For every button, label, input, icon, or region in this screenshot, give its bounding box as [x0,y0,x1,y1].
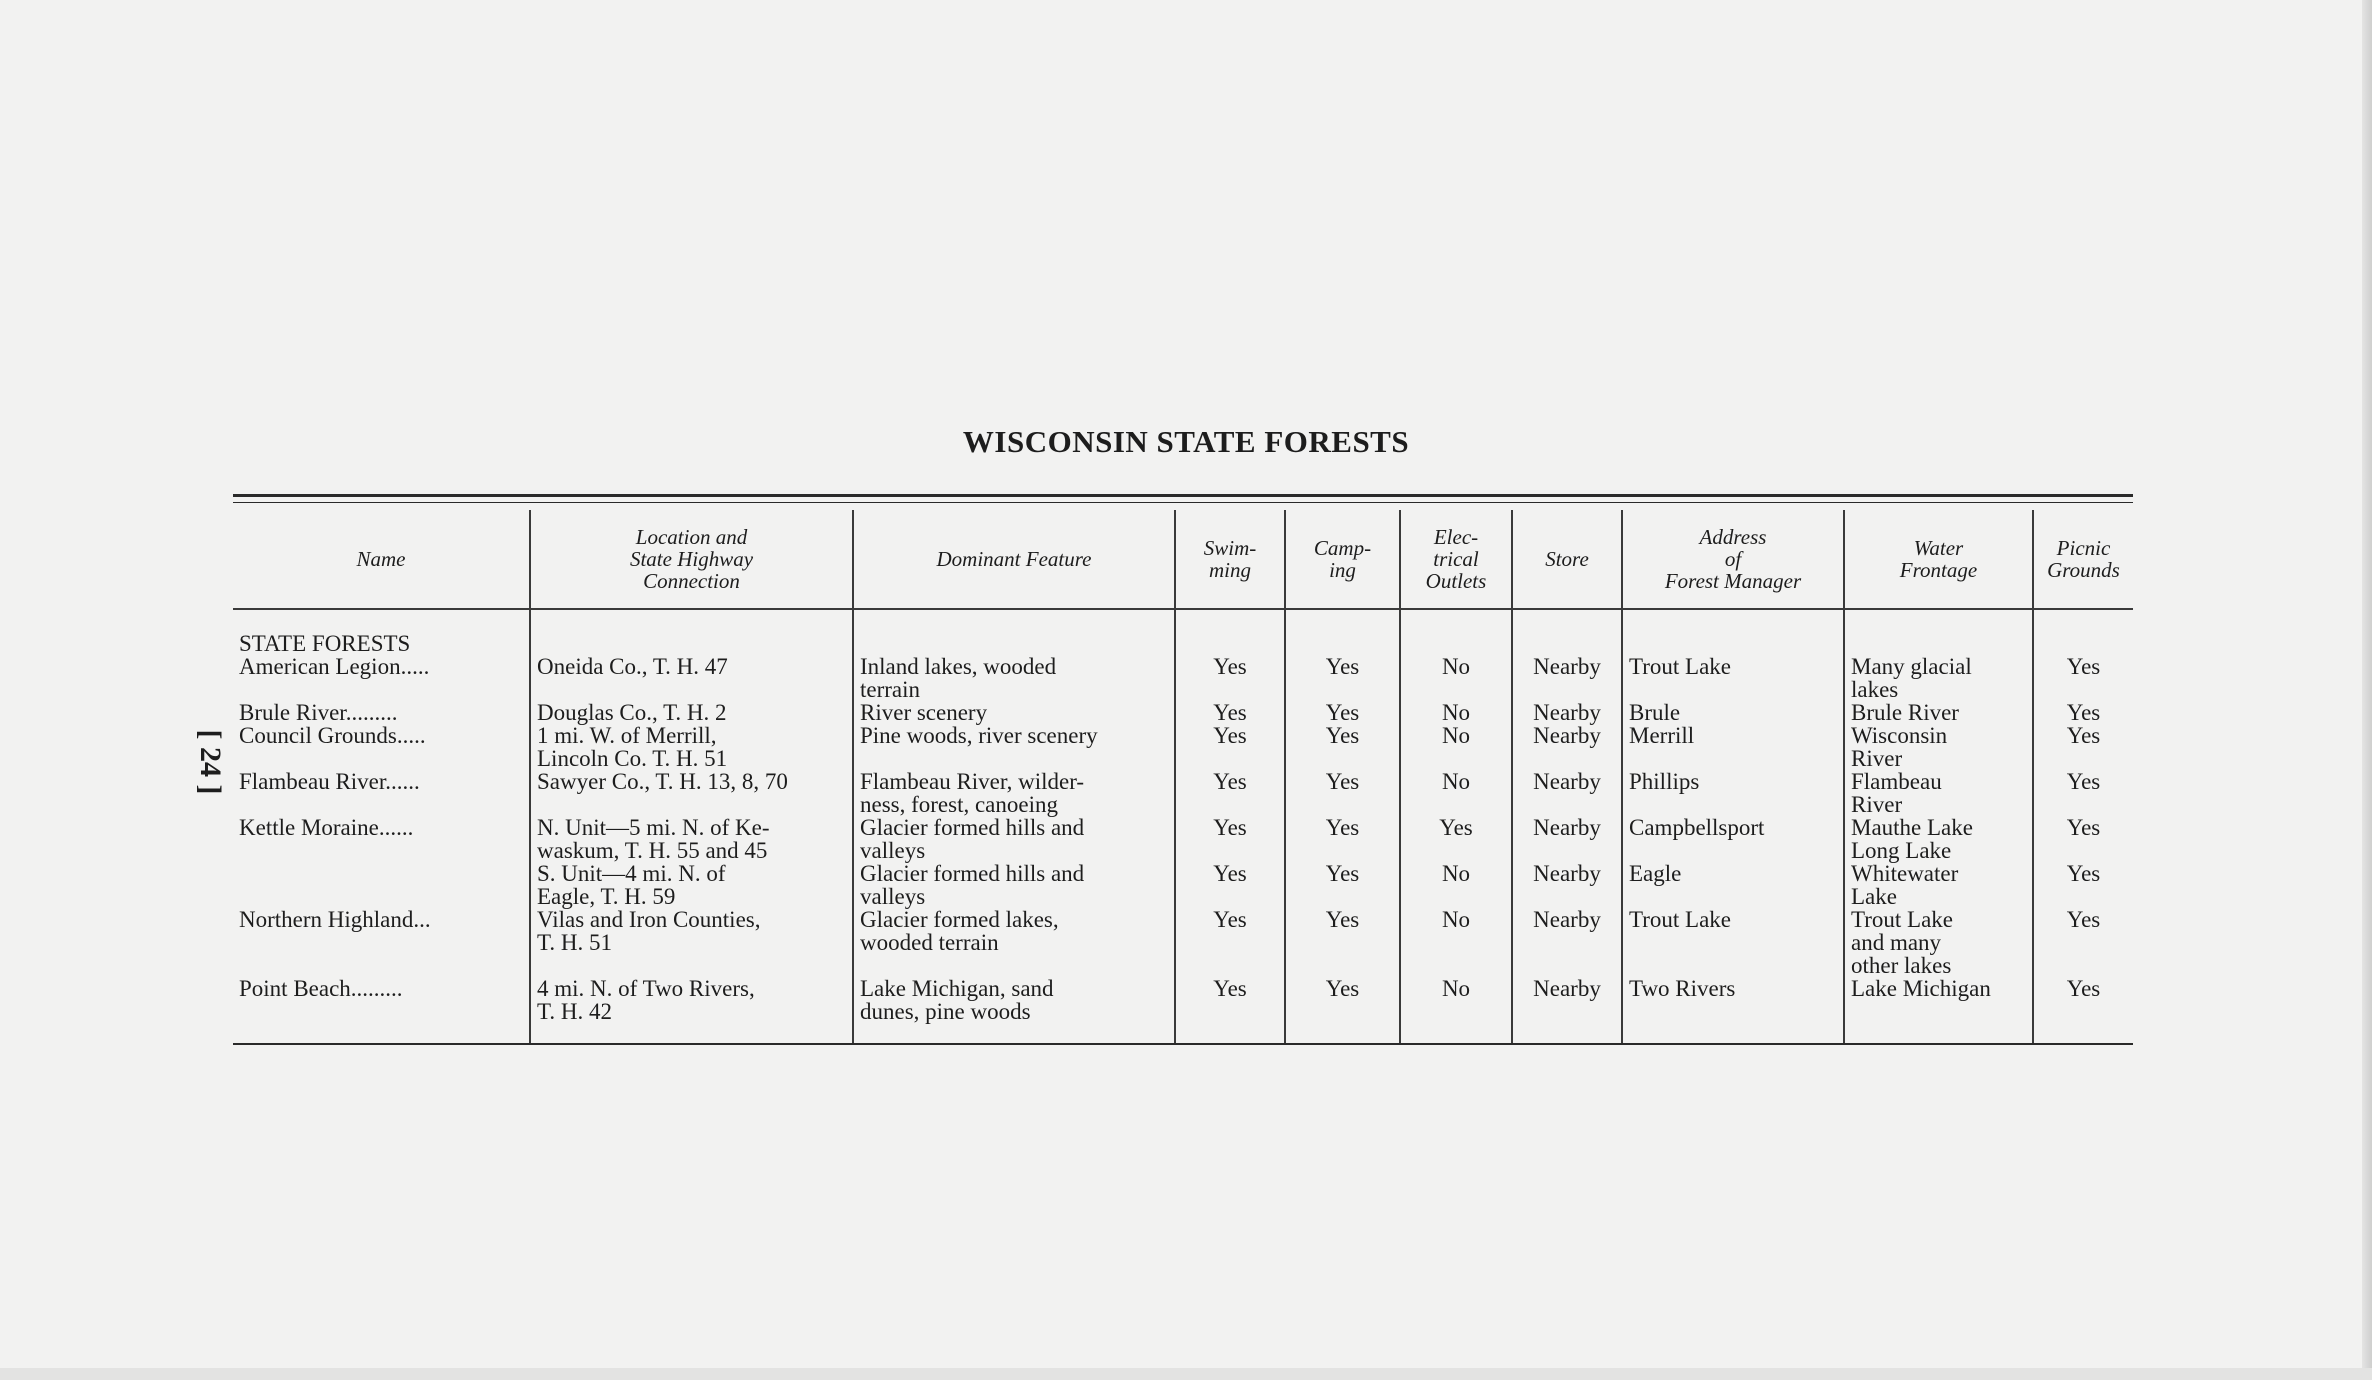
cell-electrical [1400,908,1512,977]
cell-text: Nearby [1533,907,1601,932]
cell-line: valleys [860,884,926,909]
section-empty-cell [853,632,1175,655]
spacer-cell [1400,609,1512,632]
spacer-cell [1175,609,1285,632]
cell-line: ness, forest, canoeing [860,792,1058,817]
cell-electrical [1400,977,1512,1044]
cell-location [530,701,853,724]
cell-line: Wisconsin [1851,723,1948,748]
cell-line: and many [1851,930,1942,955]
cell-line: dunes, pine woods [860,999,1031,1024]
column-header-line: Water [1913,536,1964,560]
cell-manager [1622,655,1844,701]
cell-text: Yes [1439,815,1473,840]
cell-text: Two Rivers [1629,976,1736,1001]
cell-text: Kettle Moraine [239,816,379,840]
column-header-manager [1622,510,1844,609]
cell-store [1512,770,1622,816]
column-header-water [1844,510,2033,609]
column-header-line: Camp- [1313,536,1372,560]
cell-store [1512,701,1622,724]
cell-line: lakes [1851,677,1899,702]
column-header-location [530,510,853,609]
cell-picnic [2033,908,2133,977]
top-rule-thin [233,502,2133,503]
cell-name [233,908,530,977]
cell-picnic [2033,862,2133,908]
leader-dots: ..... [400,655,430,679]
cell-text: Nearby [1533,976,1601,1001]
section-empty-cell [1844,632,2033,655]
cell-store [1512,724,1622,770]
cell-line: Vilas and Iron Counties, [537,907,761,932]
cell-line: River scenery [860,700,988,725]
cell-feature [853,862,1175,908]
cell-electrical [1400,701,1512,724]
column-header-line: Name [356,547,406,571]
cell-electrical [1400,655,1512,701]
cell-line: Inland lakes, wooded [860,654,1057,679]
spacer-cell [1622,609,1844,632]
cell-text: Yes [2066,700,2101,725]
cell-text: Brule River [239,701,346,724]
cell-line: Brule River [1851,700,1959,725]
table-row [233,655,2133,701]
cell-name [233,770,530,816]
cell-electrical [1400,862,1512,908]
table-row [233,862,2133,908]
cell-manager [1622,724,1844,770]
cell-text: Yes [1325,976,1360,1001]
cell-electrical [1400,724,1512,770]
cell-text: Nearby [1533,769,1601,794]
column-header-line: Swim- [1203,536,1257,560]
table-row [233,816,2133,862]
cell-text: Yes [1325,907,1360,932]
column-header-picnic [2033,510,2133,609]
section-empty-cell [1622,632,1844,655]
cell-electrical [1400,770,1512,816]
cell-feature [853,724,1175,770]
table-row [233,977,2133,1044]
cell-text: Council Grounds [239,724,397,748]
cell-line: Glacier formed lakes, [860,907,1059,932]
cell-store [1512,908,1622,977]
cell-text: Yes [2066,769,2101,794]
spacer-row [233,609,2133,632]
cell-text: Yes [1213,723,1247,748]
cell-text: Yes [2066,907,2101,932]
leader-dots: ...... [378,816,414,840]
cell-text: Yes [1213,700,1247,725]
cell-text: American Legion [239,655,401,679]
leader-dots: ... [413,908,431,932]
cell-feature [853,655,1175,701]
cell-line: terrain [860,677,921,702]
cell-text: Yes [2066,815,2101,840]
cell-swimming [1175,655,1285,701]
leader-dots: ......... [345,701,398,724]
cell-text: Yes [1325,654,1360,679]
cell-location [530,655,853,701]
cell-text: Point Beach [239,977,351,1001]
cell-text: Yes [2066,861,2101,886]
cell-line: T. H. 51 [537,930,612,955]
cell-swimming [1175,977,1285,1044]
table-row [233,724,2133,770]
cell-manager [1622,816,1844,862]
table-row [233,701,2133,724]
cell-water [1844,816,2033,862]
cell-text: Yes [2066,976,2101,1001]
cell-name [233,701,530,724]
table-body [233,609,2133,1044]
table-header-row [233,510,2133,609]
cell-name [233,862,530,908]
cell-line: Glacier formed hills and [860,861,1085,886]
cell-electrical [1400,816,1512,862]
cell-location [530,977,853,1044]
column-header-line: of [1724,547,1742,571]
cell-text: Brule [1629,700,1681,725]
cell-camping [1285,724,1400,770]
cell-name [233,655,530,701]
cell-line: S. Unit—4 mi. N. of [537,861,726,886]
section-empty-cell [1175,632,1285,655]
cell-location [530,908,853,977]
cell-line: River [1851,792,1903,817]
cell-line: T. H. 42 [537,999,612,1024]
column-header-electrical [1400,510,1512,609]
cell-manager [1622,862,1844,908]
cell-feature [853,908,1175,977]
cell-camping [1285,908,1400,977]
table-row [233,908,2133,977]
cell-feature [853,816,1175,862]
column-header-name [233,510,530,609]
cell-line: 1 mi. W. of Merrill, [537,723,717,748]
cell-water [1844,724,2033,770]
column-header-line: Forest Manager [1664,569,1802,593]
spacer-cell [2033,609,2133,632]
cell-line: other lakes [1851,953,1952,978]
cell-text: Eagle [1629,861,1682,886]
cell-text: Nearby [1533,815,1601,840]
top-rule [233,494,2133,497]
cell-line: Trout Lake [1851,907,1954,932]
cell-text: Phillips [1629,769,1700,794]
cell-picnic [2033,977,2133,1044]
cell-location [530,724,853,770]
cell-text: No [1441,723,1471,748]
column-header-swimming [1175,510,1285,609]
cell-text: Yes [1213,976,1247,1001]
cell-camping [1285,770,1400,816]
cell-swimming [1175,816,1285,862]
column-header-camping [1285,510,1400,609]
cell-location [530,862,853,908]
cell-swimming [1175,724,1285,770]
column-header-line: State Highway [629,547,754,571]
cell-water [1844,908,2033,977]
cell-line: Lake Michigan [1851,976,1991,1001]
cell-line: Many glacial [1851,654,1972,679]
cell-store [1512,862,1622,908]
cell-manager [1622,701,1844,724]
cell-text: Northern Highland [239,908,414,932]
cell-text: Yes [1213,861,1247,886]
leader-dots: ......... [350,977,403,1001]
cell-store [1512,977,1622,1044]
cell-text: Yes [1325,769,1360,794]
cell-water [1844,701,2033,724]
cell-text: Trout Lake [1629,654,1732,679]
column-header-line: Outlets [1425,569,1487,593]
cell-text: Yes [2066,723,2101,748]
cell-text: Nearby [1533,723,1601,748]
cell-water [1844,770,2033,816]
cell-text: Yes [1213,654,1247,679]
cell-feature [853,701,1175,724]
section-label [233,632,530,655]
cell-line: Lake [1851,884,1897,909]
section-empty-cell [1400,632,1512,655]
cell-text: No [1441,976,1471,1001]
cell-manager [1622,908,1844,977]
section-empty-cell [2033,632,2133,655]
cell-picnic [2033,770,2133,816]
column-header-line: Picnic [2056,536,2111,560]
leader-dots: ...... [385,770,420,794]
cell-swimming [1175,770,1285,816]
column-header-line: trical [1433,547,1479,571]
cell-picnic [2033,701,2133,724]
cell-line: Pine woods, river scenery [860,723,1098,748]
cell-line: River [1851,746,1903,771]
cell-text: Nearby [1533,654,1601,679]
cell-text: Yes [2066,654,2101,679]
cell-swimming [1175,908,1285,977]
cell-feature [853,770,1175,816]
cell-line: Eagle, T. H. 59 [537,884,676,909]
column-header-store [1512,510,1622,609]
cell-text: No [1441,861,1471,886]
cell-text: No [1441,907,1471,932]
cell-manager [1622,770,1844,816]
cell-line: valleys [860,838,926,863]
column-header-line: ing [1329,558,1356,582]
column-header-line: Location and [635,525,748,549]
cell-feature [853,977,1175,1044]
cell-text: Yes [1325,815,1360,840]
column-header-line: Connection [643,569,740,593]
leader-dots: ..... [396,724,426,748]
cell-line: Mauthe Lake [1851,815,1973,840]
page-title: WISCONSIN STATE FORESTS [962,424,1410,459]
cell-picnic [2033,655,2133,701]
state-forests-table [233,510,2133,1045]
column-header-line: Dominant Feature [936,547,1092,571]
section-empty-cell [1512,632,1622,655]
cell-picnic [2033,816,2133,862]
cell-camping [1285,655,1400,701]
cell-text: Nearby [1533,861,1601,886]
cell-text: Yes [1213,769,1247,794]
cell-name [233,724,530,770]
cell-line: N. Unit—5 mi. N. of Ke- [537,815,770,840]
cell-swimming [1175,862,1285,908]
cell-line: Long Lake [1851,838,1952,863]
cell-line: Glacier formed hills and [860,815,1085,840]
cell-line: waskum, T. H. 55 and 45 [537,838,768,863]
cell-picnic [2033,724,2133,770]
cell-location [530,770,853,816]
cell-line: Douglas Co., T. H. 2 [537,700,727,725]
cell-text: Yes [1213,907,1247,932]
cell-water [1844,862,2033,908]
spacer-cell [1285,609,1400,632]
cell-water [1844,655,2033,701]
spacer-cell [1844,609,2033,632]
cell-line: Lake Michigan, sand [860,976,1054,1001]
cell-text: No [1441,654,1471,679]
cell-line: Sawyer Co., T. H. 13, 8, 70 [537,769,788,794]
cell-text: Flambeau River [239,770,386,794]
cell-swimming [1175,701,1285,724]
cell-location [530,816,853,862]
cell-text: Trout Lake [1629,907,1732,932]
page-edge-shadow [2362,0,2372,1380]
spacer-cell [853,609,1175,632]
cell-text: Yes [1325,700,1360,725]
column-header-line: Frontage [1899,558,1978,582]
cell-text: Yes [1213,815,1247,840]
column-header-feature [853,510,1175,609]
cell-text: Yes [1325,861,1360,886]
spacer-cell [530,609,853,632]
column-header-line: Store [1545,547,1589,571]
cell-camping [1285,816,1400,862]
cell-line: Lincoln Co. T. H. 51 [537,746,728,771]
cell-name [233,816,530,862]
column-header-line: Elec- [1433,525,1479,549]
cell-text: Nearby [1533,700,1601,725]
cell-line: Oneida Co., T. H. 47 [537,654,728,679]
cell-text: Yes [1325,723,1360,748]
cell-line: Flambeau [1851,769,1942,794]
cell-camping [1285,701,1400,724]
cell-text: STATE FORESTS [239,632,411,655]
cell-text: No [1441,700,1471,725]
column-header-line: Grounds [2047,558,2120,582]
cell-line: wooded terrain [860,930,999,955]
section-empty-cell [530,632,853,655]
column-header-line: Address [1699,525,1767,549]
cell-line: 4 mi. N. of Two Rivers, [537,976,755,1001]
cell-text: Merrill [1629,723,1695,748]
section-row [233,632,2133,655]
column-header-line: ming [1209,558,1251,582]
cell-text: No [1441,769,1471,794]
cell-camping [1285,977,1400,1044]
cell-manager [1622,977,1844,1044]
spacer-cell [233,609,530,632]
cell-camping [1285,862,1400,908]
section-empty-cell [1285,632,1400,655]
cell-line: Whitewater [1851,861,1959,886]
page-bottom-edge [0,1368,2372,1380]
cell-text: Campbellsport [1629,815,1765,840]
cell-store [1512,655,1622,701]
cell-line: Flambeau River, wilder- [860,769,1085,794]
page-number: [ 24 ] [194,729,227,795]
spacer-cell [1512,609,1622,632]
cell-water [1844,977,2033,1044]
cell-name [233,977,530,1044]
table-row [233,770,2133,816]
cell-store [1512,816,1622,862]
